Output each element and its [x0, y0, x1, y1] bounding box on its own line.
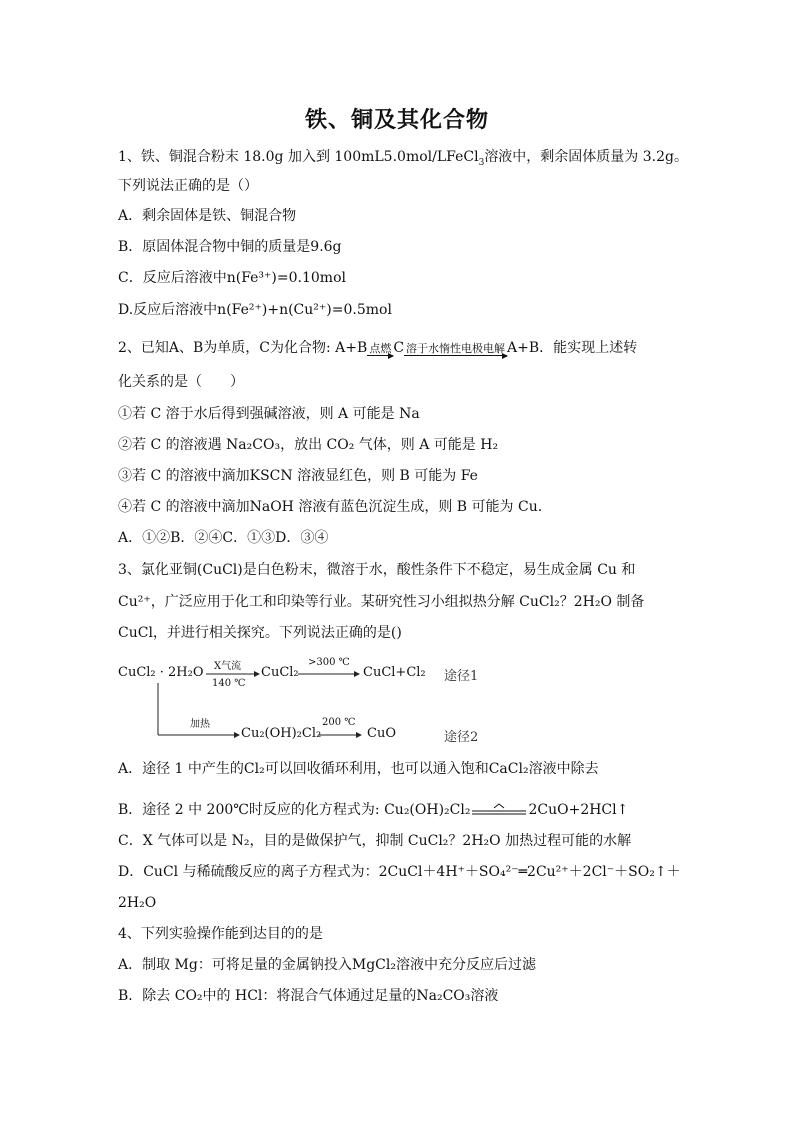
q2-stem-line1	[118, 338, 637, 358]
scheme-arrow2-top: >300 ℃	[308, 657, 350, 668]
scheme-arrow3-top: 加热	[190, 719, 210, 730]
q2-stem-post: A+B．能实现上述转	[507, 340, 638, 356]
scheme-route2: 途径2	[444, 730, 479, 745]
q4-option-a: A．制取 Mg：可将足量的金属钠投入MgCl₂溶液中充分反应后过滤	[118, 957, 536, 973]
q1-stem-line1	[118, 147, 688, 167]
q1-option-a: A．剩余固体是铁、铜混合物	[118, 208, 297, 224]
scheme-product4: CuO	[367, 726, 396, 741]
reaction-arrow-ignite	[367, 343, 393, 356]
scheme-arrow1-top: X气流	[214, 661, 242, 672]
scheme-route1: 途径1	[444, 669, 479, 684]
scheme-product3: Cu₂(OH)₂Cl₂	[241, 726, 322, 741]
q3-stem-line1: 3、氯化亚铜(CuCl)是白色粉末，微溶于水，酸性条件下不稳定，易生成金属 Cu 和	[118, 562, 636, 578]
q1-stem-text: 1、铁、铜混合粉末 18.0g 加入到 100mL5.0mol/LFeCl	[118, 149, 479, 165]
q1-stem-sub: 3	[478, 157, 485, 168]
q1-stem-end: 溶液中，剩余固体质量为 3.2g。	[484, 149, 688, 165]
q1-option-b: B．原固体混合物中铜的质量是9.6g	[118, 239, 342, 255]
scheme-product1: CuCl₂	[261, 665, 299, 680]
q1-option-d: D.反应后溶液中n(Fe²⁺)+n(Cu²⁺)=0.5mol	[118, 302, 392, 318]
scheme-product2: CuCl+Cl₂	[363, 665, 426, 680]
q3-option-b-post: 2CuO+2HCl↑	[528, 802, 629, 818]
q3-option-a: A．途径 1 中产生的Cl₂可以回收循环利用，也可以通入饱和CaCl₂溶液中除去	[118, 761, 599, 777]
q2-item-2: ②若 C 的溶液遇 Na₂CO₃，放出 CO₂ 气体，则 A 可能是 H₂	[118, 437, 499, 453]
q3-stem-line3: CuCl，并进行相关探究。下列说法正确的是()	[118, 625, 402, 641]
reaction-scheme	[118, 655, 498, 747]
q2-options: A．①②B．②④C．①③D．③④	[118, 530, 329, 546]
q2-item-4: ④若 C 的溶液中滴加NaOH 溶液有蓝色沉淀生成，则 B 可能为 Cu．	[118, 499, 552, 515]
q2-stem-line2: 化关系的是（ ）	[118, 374, 244, 390]
q3-option-c: C．X 气体可以是 N₂，目的是做保护气，抑制 CuCl₂？2H₂O 加热过程可能的水解	[118, 833, 632, 849]
q1-option-c: C．反应后溶液中n(Fe³⁺)=0.10mol	[118, 270, 346, 286]
page-title: 铁、铜及其化合物	[304, 108, 489, 133]
reaction-arrow-electrolysis	[404, 343, 507, 356]
scheme-start: CuCl₂ · 2H₂O	[118, 665, 204, 680]
scheme-arrow1-bottom: 140 ℃	[212, 678, 246, 689]
q3-stem-line2: Cu²⁺，广泛应用于化工和印染等行业。某研究性习小组拟热分解 CuCl₂？2H₂O 制备	[118, 594, 645, 610]
q4-stem: 4、下列实验操作能到达目的的是	[118, 926, 323, 942]
q2-stem-pre: 2、已知A、B为单质，C为化合物: A+B	[118, 340, 368, 356]
q1-stem-line2: 下列说法正确的是（）	[118, 178, 258, 194]
heat-equals-sign	[470, 803, 528, 817]
arrow-label-electrolysis: 溶于水惰性电极电解	[406, 342, 506, 355]
q2-item-1: ①若 C 溶于水后得到强碱溶液，则 A 可能是 Na	[118, 406, 420, 422]
scheme-arrow4-top: 200 ℃	[322, 717, 356, 728]
q2-compound-c: C	[393, 340, 405, 356]
q3-option-d-line1: D．CuCl 与稀硫酸反应的离子方程式为：2CuCl＋4H⁺＋SO₄²⁻═2Cu²⁺＋2Cl⁻＋SO₂↑＋	[118, 864, 681, 880]
q3-option-b	[118, 800, 628, 820]
q3-option-d-line2: 2H₂O	[118, 895, 157, 911]
q2-item-3: ③若 C 的溶液中滴加KSCN 溶液显红色，则 B 可能为 Fe	[118, 468, 478, 484]
q4-option-b: B．除去 CO₂中的 HCl：将混合气体通过足量的Na₂CO₃溶液	[118, 988, 499, 1004]
arrow-label-ignite: 点燃	[369, 342, 392, 355]
q3-option-b-pre: B．途径 2 中 200℃时反应的化方程式为: Cu₂(OH)₂Cl₂	[118, 802, 471, 818]
